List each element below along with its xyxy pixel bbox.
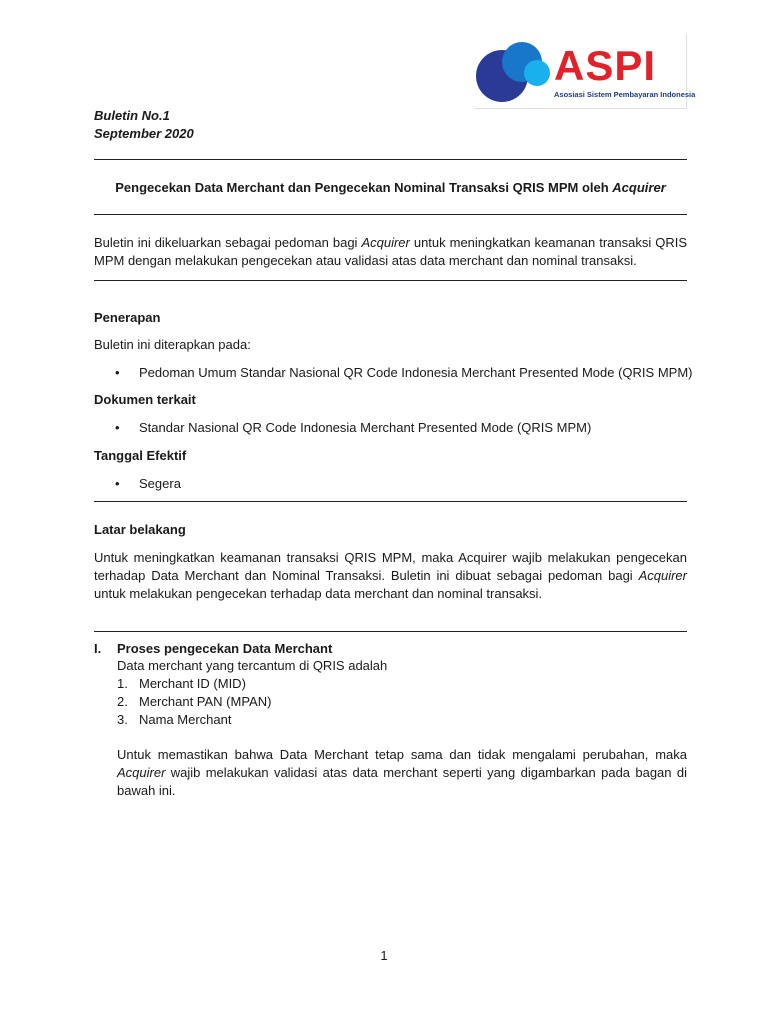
logo-wordmark: ASPI [554, 42, 657, 89]
logo-circles-icon [474, 38, 558, 102]
divider [94, 631, 687, 632]
title-text: Pengecekan Data Merchant dan Pengecekan Nominal Transaksi QRIS MPM oleh [115, 180, 609, 195]
list-number: 1. [117, 676, 128, 691]
heading-tanggal-efektif: Tanggal Efektif [94, 448, 187, 463]
list-item: Merchant PAN (MPAN) [139, 694, 272, 709]
aspi-logo [474, 34, 696, 110]
section-paragraph: Untuk memastikan bahwa Data Merchant tetap sama dan tidak mengalami perubahan, maka Acquirer wajib melakukan validasi atas data merchant seperti yang digambarkan pada bagan di bawah ini. [117, 747, 687, 798]
heading-latar-belakang: Latar belakang [94, 522, 186, 537]
latar-paragraph: Untuk meningkatkan keamanan transaksi QRIS MPM, maka Acquirer wajib melakukan pengecekan terhadap Data Merchant dan Nominal Transaksi. Buletin ini dibuat sebagai pedoman bagi Acquirer untuk melakukan pengecekan terhadap data merchant dan nominal transaksi. [94, 550, 687, 601]
list-item: Segera [139, 476, 181, 491]
divider [94, 501, 687, 502]
divider [94, 280, 687, 281]
penerapan-text: Buletin ini diterapkan pada: [94, 337, 251, 352]
logo-tagline: Asosiasi Sistem Pembayaran Indonesia [554, 90, 696, 99]
bulletin-date: September 2020 [94, 126, 194, 141]
list-number: 3. [117, 712, 128, 727]
bullet-icon: • [115, 420, 120, 435]
divider [94, 159, 687, 160]
list-number: 2. [117, 694, 128, 709]
document-title [94, 179, 687, 197]
list-item: Merchant ID (MID) [139, 676, 246, 691]
page-number: 1 [380, 948, 388, 963]
title-italic: Acquirer [612, 180, 666, 195]
bullet-icon: • [115, 476, 120, 491]
list-item: Nama Merchant [139, 712, 232, 727]
section-lead: Data merchant yang tercantum di QRIS adalah [117, 658, 388, 673]
list-item: Standar Nasional QR Code Indonesia Merchant Presented Mode (QRIS MPM) [139, 420, 592, 435]
bullet-icon: • [115, 365, 120, 380]
divider [94, 214, 687, 215]
heading-penerapan: Penerapan [94, 310, 161, 325]
bulletin-number: Buletin No.1 [94, 108, 170, 123]
heading-dokumen-terkait: Dokumen terkait [94, 392, 196, 407]
section-heading: Proses pengecekan Data Merchant [117, 641, 333, 656]
list-item: Pedoman Umum Standar Nasional QR Code Indonesia Merchant Presented Mode (QRIS MPM) [139, 365, 693, 380]
section-numeral: I. [94, 641, 102, 656]
intro-paragraph: Buletin ini dikeluarkan sebagai pedoman bagi Acquirer untuk meningkatkan keamanan transaksi QRIS MPM dengan melakukan pengecekan atau validasi atas data merchant dan nominal transaksi. [94, 235, 687, 268]
